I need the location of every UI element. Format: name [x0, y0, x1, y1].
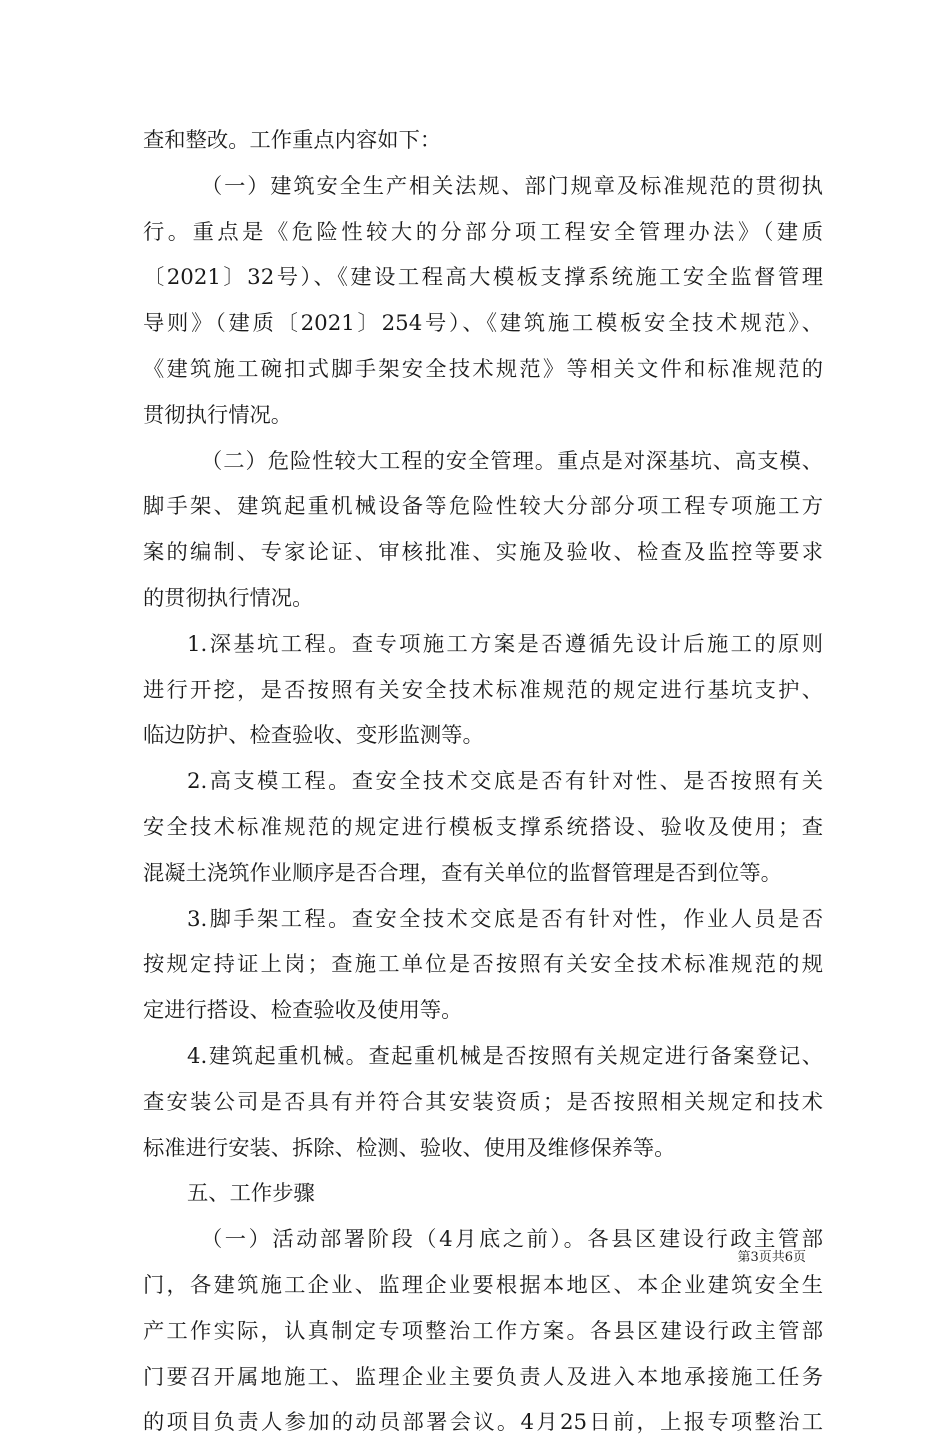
text-line: 门，各建筑施工企业、监理企业要根据本地区、本企业建筑安全生 [143, 1272, 823, 1298]
text-line: 脚手架、建筑起重机械设备等危险性较大分部分项工程专项施工方 [143, 494, 823, 520]
text-line: （一）建筑安全生产相关法规、部门规章及标准规范的贯彻执 [201, 173, 823, 199]
text-line: 定进行搭设、检查验收及使用等。 [143, 998, 463, 1024]
text-line: （一）活动部署阶段（4月底之前）。各县区建设行政主管部 [201, 1227, 823, 1253]
text-line: 的项目负责人参加的动员部署会议。4月25日前，上报专项整治工 [143, 1410, 823, 1436]
text-line: 安全技术标准规范的规定进行模板支撑系统搭设、验收及使用；查 [143, 814, 823, 840]
text-line: 《建筑施工碗扣式脚手架安全技术规范》等相关文件和标准规范的 [143, 356, 823, 382]
text-line: 4.建筑起重机械。查起重机械是否按照有关规定进行备案登记、 [187, 1043, 823, 1069]
section-heading: 五、工作步骤 [187, 1181, 315, 1207]
page-number: 第3页共6页 [737, 1250, 806, 1265]
text-line: 的贯彻执行情况。 [143, 585, 314, 611]
text-line: 标准进行安装、拆除、检测、验收、使用及维修保养等。 [143, 1135, 676, 1161]
text-line: 查和整改。工作重点内容如下： [143, 128, 442, 153]
text-line: （二）危险性较大工程的安全管理。重点是对深基坑、高支模、 [201, 448, 823, 474]
text-line: 门要召开属地施工、监理企业主要负责人及进入本地承接施工任务 [143, 1364, 823, 1390]
text-line: 3.脚手架工程。查安全技术交底是否有针对性，作业人员是否 [187, 906, 823, 932]
text-line: 2.高支模工程。查安全技术交底是否有针对性、是否按照有关 [187, 769, 823, 795]
text-line: 案的编制、专家论证、审核批准、实施及验收、检查及监控等要求 [143, 540, 823, 566]
text-line: 〔2021〕32号）、《建设工程高大模板支撑系统施工安全监督管理 [143, 265, 823, 291]
text-line: 查安装公司是否具有并符合其安装资质；是否按照相关规定和技术 [143, 1089, 823, 1115]
text-line: 1.深基坑工程。查专项施工方案是否遵循先设计后施工的原则 [187, 631, 823, 657]
text-line: 贯彻执行情况。 [143, 402, 293, 428]
text-line: 按规定持证上岗；查施工单位是否按照有关安全技术标准规范的规 [143, 952, 823, 978]
text-line: 导则》（建质〔2021〕254号）、《建筑施工模板安全技术规范》、 [143, 311, 823, 337]
text-line: 临边防护、检查验收、变形监测等。 [143, 723, 484, 749]
text-line: 产工作实际，认真制定专项整治工作方案。各县区建设行政主管部 [143, 1318, 823, 1344]
text-line: 混凝土浇筑作业顺序是否合理，查有关单位的监督管理是否到位等。 [143, 860, 782, 886]
text-line: 进行开挖，是否按照有关安全技术标准规范的规定进行基坑支护、 [143, 677, 823, 703]
text-line: 行。重点是《危险性较大的分部分项工程安全管理办法》（建质 [143, 219, 823, 245]
